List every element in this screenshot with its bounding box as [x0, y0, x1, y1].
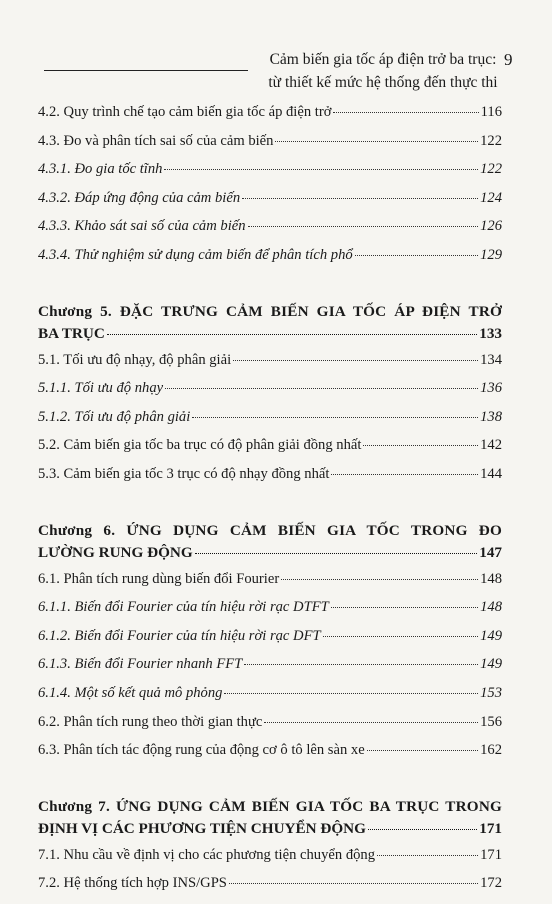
- toc-chapter-5-entries: [38, 352, 502, 495]
- toc-page: 138: [480, 408, 502, 425]
- dot-leader: [323, 636, 478, 637]
- page-number: 9: [504, 50, 513, 69]
- header-rule: [44, 70, 248, 71]
- dot-leader: [195, 553, 478, 554]
- toc-chapter-7: [38, 793, 502, 847]
- toc-label: 6.3. Phân tích tác động rung của động cơ ô tô lên sàn xe: [38, 742, 365, 759]
- dot-leader: [367, 750, 478, 751]
- dot-leader: [242, 198, 478, 199]
- toc-page: 126: [480, 218, 502, 235]
- toc-page: 122: [480, 161, 502, 178]
- toc-label: ĐỊNH VỊ CÁC PHƯƠNG TIỆN CHUYỂN ĐỘNG: [38, 819, 366, 837]
- dot-leader: [264, 722, 478, 723]
- toc-label: 7.1. Nhu cầu về định vị cho các phương tiện chuyển động: [38, 846, 376, 863]
- toc-page: 133: [479, 324, 502, 342]
- dot-leader: [363, 445, 478, 446]
- toc-entry: [38, 247, 502, 276]
- toc-chapter-6-entries: [38, 571, 502, 771]
- chapter-title-line2: [38, 820, 502, 847]
- toc-label: 6.1.1. Biến đổi Fourier của tín hiệu rời rạc DTFT: [38, 599, 329, 616]
- toc-chapter-7-entries: [38, 847, 502, 904]
- dot-leader: [377, 855, 478, 856]
- dot-leader: [355, 255, 478, 256]
- toc-label: 5.1. Tối ưu độ nhạy, độ phân giải: [38, 351, 232, 368]
- dot-leader: [281, 579, 478, 580]
- toc-label: 6.1.2. Biến đổi Fourier của tín hiệu rời rạc DFT: [38, 627, 321, 644]
- toc-entry: [38, 133, 502, 162]
- dot-leader: [331, 607, 478, 608]
- toc-label: 6.2. Phân tích rung theo thời gian thực: [38, 713, 263, 730]
- dot-leader: [331, 474, 478, 475]
- dot-leader: [248, 226, 479, 227]
- toc-label: 7.2. Hệ thống tích hợp INS/GPS: [38, 875, 227, 892]
- toc-entry: [38, 714, 502, 743]
- toc-label: 5.1.1. Tối ưu độ nhạy: [38, 380, 164, 397]
- toc-label: 4.3. Đo và phân tích sai số của cảm biến: [38, 132, 274, 149]
- toc-entry: [38, 161, 502, 190]
- toc-page: 124: [480, 189, 502, 206]
- toc-entry: [38, 847, 502, 876]
- toc-chapter-5: [38, 298, 502, 352]
- dot-leader: [224, 693, 478, 694]
- toc-label: 6.1.4. Một số kết quả mô phỏng: [38, 684, 223, 701]
- toc-label: 4.2. Quy trình chế tạo cảm biến gia tốc áp điện trở: [38, 104, 332, 120]
- chapter-title-line1: Chương 5. ĐẶC TRƯNG CẢM BIẾN GIA TỐC ÁP ĐIỆN TRỞ: [38, 302, 502, 320]
- toc-page: 136: [480, 380, 502, 397]
- toc-page: 162: [480, 742, 502, 759]
- toc-label: 4.3.2. Đáp ứng động của cảm biến: [38, 189, 241, 206]
- toc-page: 172: [480, 875, 502, 892]
- toc-entry: [38, 218, 502, 247]
- toc-page: 153: [480, 684, 502, 701]
- dot-leader: [275, 141, 478, 142]
- toc-page: 147: [479, 543, 502, 561]
- toc-page: 171: [480, 846, 502, 863]
- toc-page: 142: [480, 437, 502, 454]
- toc-entry: [38, 685, 502, 714]
- toc-entry: [38, 466, 502, 495]
- chapter-title-line2: [38, 544, 502, 571]
- toc-page: 149: [480, 656, 502, 673]
- toc-entry: [38, 380, 502, 409]
- dot-leader: [244, 664, 478, 665]
- toc-page: 149: [480, 627, 502, 644]
- toc-chapter-6: [38, 517, 502, 571]
- toc-label: 6.1. Phân tích rung dùng biến đổi Fourier: [38, 570, 280, 587]
- chapter-title-line1: Chương 6. ỨNG DỤNG CẢM BIẾN GIA TỐC TRONG ĐO: [38, 521, 502, 539]
- toc-entry: [38, 628, 502, 657]
- header-title: [254, 48, 512, 94]
- toc-label: 5.1.2. Tối ưu độ phân giải: [38, 408, 191, 425]
- toc-entry: [38, 409, 502, 438]
- toc-page: 129: [480, 246, 502, 263]
- toc-label: 4.3.1. Đo gia tốc tĩnh: [38, 161, 163, 178]
- dot-leader: [233, 360, 478, 361]
- toc-page: 148: [480, 599, 502, 616]
- toc-label: 4.3.3. Khảo sát sai số của cảm biến: [38, 218, 246, 235]
- toc-label: BA TRỤC: [38, 324, 105, 342]
- table-of-contents: [38, 104, 502, 904]
- toc-entry: [38, 742, 502, 771]
- toc-page: 122: [480, 132, 502, 149]
- toc-page: 148: [480, 570, 502, 587]
- toc-entry: [38, 190, 502, 219]
- dot-leader: [229, 883, 478, 884]
- dot-leader: [192, 417, 478, 418]
- toc-page: 171: [479, 819, 502, 837]
- toc-page: 144: [480, 465, 502, 482]
- toc-page: 116: [480, 104, 502, 120]
- toc-entry: [38, 656, 502, 685]
- toc-page: 156: [480, 713, 502, 730]
- toc-label: 5.3. Cảm biến gia tốc 3 trục có độ nhạy đồng nhất: [38, 465, 330, 482]
- header-title-line1: Cảm biến gia tốc áp điện trở ba trục:: [269, 51, 497, 68]
- toc-label: 6.1.3. Biến đổi Fourier nhanh FFT: [38, 656, 243, 673]
- chapter-title-line2: [38, 325, 502, 352]
- dot-leader: [333, 112, 478, 113]
- toc-entry: [38, 104, 502, 133]
- header-title-line2: từ thiết kế mức hệ thống đến thực thi: [268, 74, 498, 91]
- toc-entry: [38, 875, 502, 904]
- toc-entry: [38, 571, 502, 600]
- toc-entry: [38, 437, 502, 466]
- toc-entry: [38, 352, 502, 381]
- toc-page: 134: [480, 351, 502, 368]
- dot-leader: [368, 829, 477, 830]
- chapter-title-line1: Chương 7. ỨNG DỤNG CẢM BIẾN GIA TỐC BA TRỤC TRONG: [38, 797, 502, 815]
- running-header: [0, 0, 552, 100]
- toc-label: 4.3.4. Thử nghiệm sử dụng cảm biến để phân tích phổ: [38, 246, 353, 263]
- dot-leader: [164, 169, 478, 170]
- dot-leader: [165, 388, 478, 389]
- dot-leader: [107, 334, 477, 335]
- toc-entry: [38, 599, 502, 628]
- toc-label: 5.2. Cảm biến gia tốc ba trục có độ phân giải đồng nhất: [38, 437, 362, 454]
- toc-group-chapter4: [38, 104, 502, 276]
- toc-label: LƯỜNG RUNG ĐỘNG: [38, 543, 193, 561]
